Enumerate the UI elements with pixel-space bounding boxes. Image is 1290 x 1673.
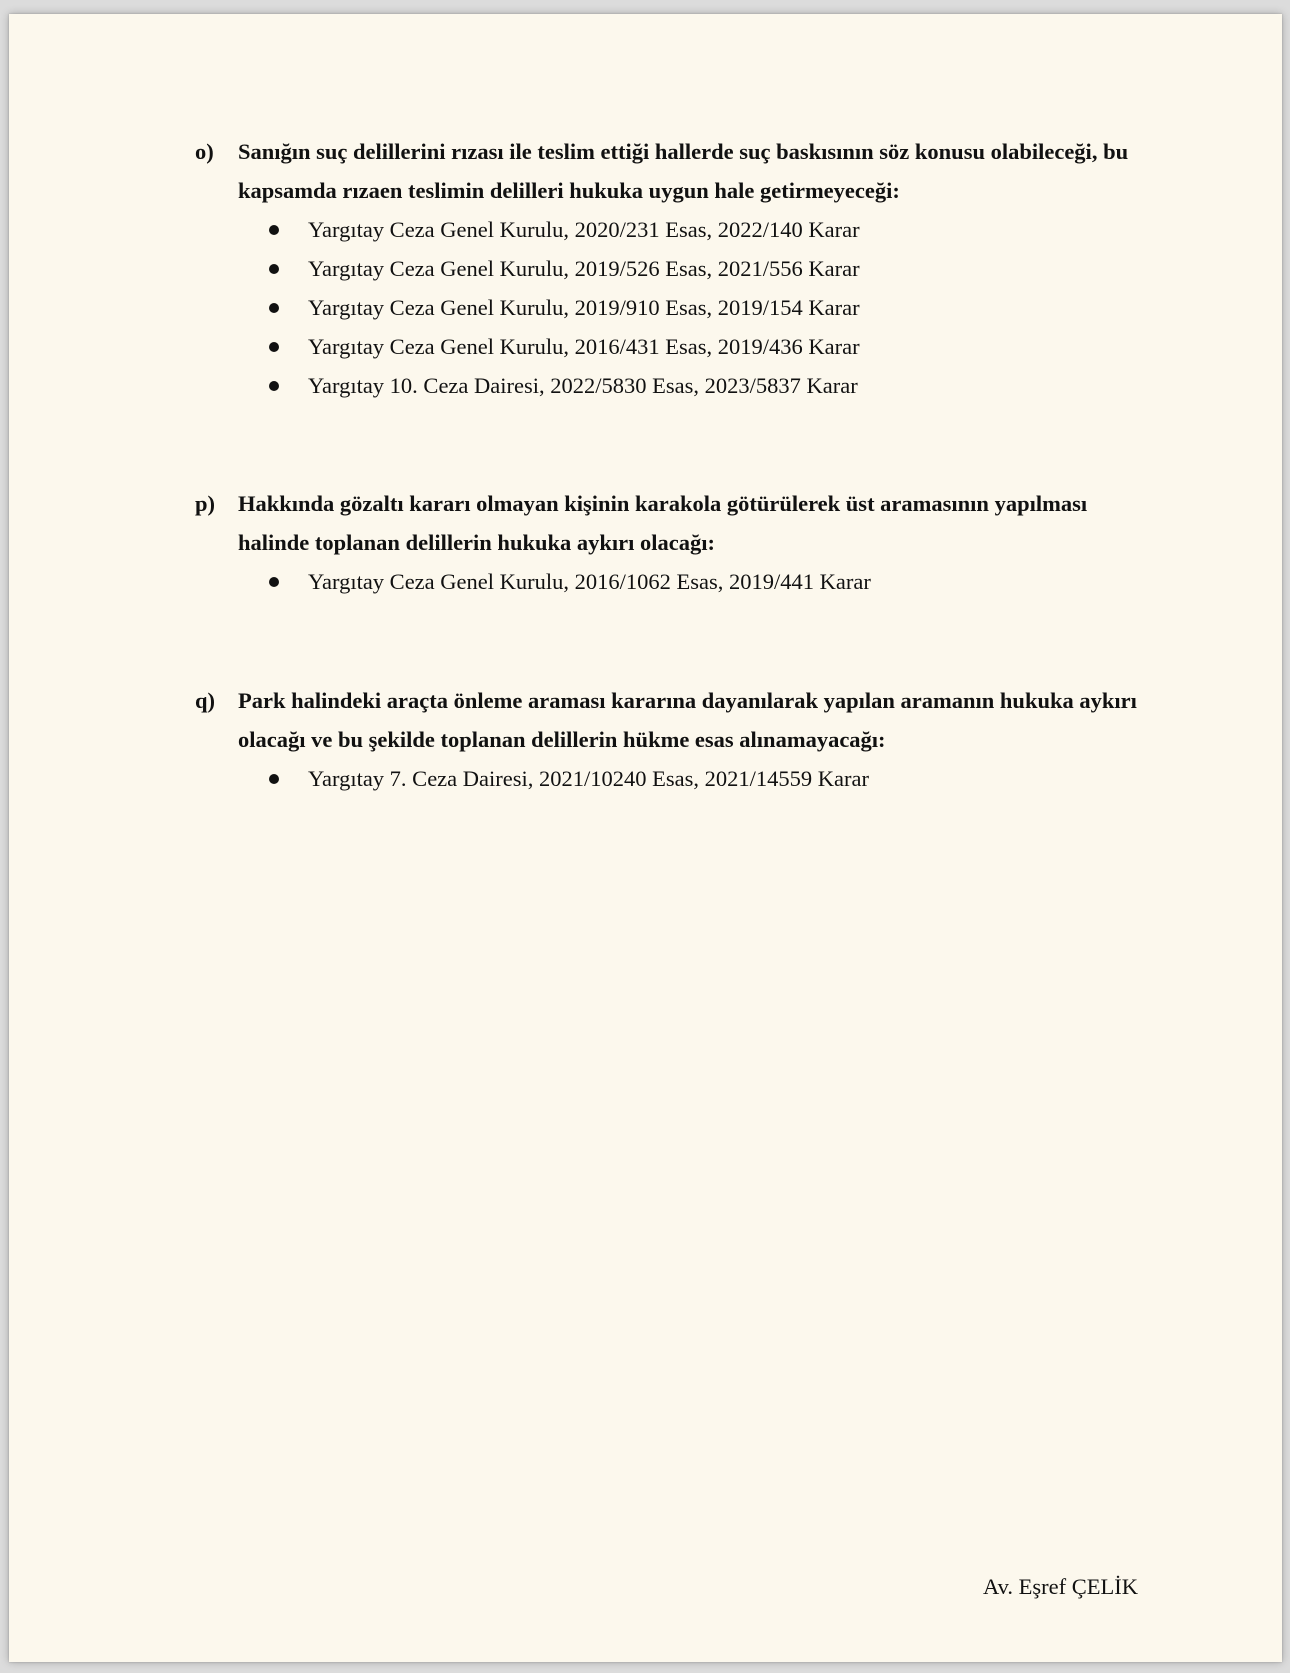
bullet-icon [269,264,279,274]
reference-item [269,249,1155,288]
reference-text: Yargıtay Ceza Genel Kurulu, 2019/910 Esas, 2019/154 Karar [308,295,860,320]
section-q [195,681,1155,798]
section-heading-text: Hakkında gözaltı kararı olmayan kişinin karakola götürülerek üst aramasının yapılması halinde toplanan delillerin hukuka aykırı olacağı: [238,491,1088,555]
bullet-icon [269,225,279,235]
section-p [195,484,1155,601]
reference-item [269,366,1155,405]
reference-item [269,210,1155,249]
bullet-icon [269,577,279,587]
section-heading-text: Park halindeki araçta önleme araması kararına dayanılarak yapılan aramanın hukuka aykırı olacağı ve bu şekilde toplanan delillerin hükme esas alınamayacağı: [238,688,1137,752]
section-letter: p) [195,491,216,516]
section-heading-text: Sanığın suç delillerini rızası ile teslim ettiği hallerde suç baskısının söz konusu olabileceği, bu kapsamda rızaen teslimin delilleri hukuka uygun hale getirmeyeceği: [238,139,1129,203]
reference-item [269,562,1155,601]
reference-list [195,562,1155,601]
section-heading [195,681,1155,759]
reference-item [269,327,1155,366]
reference-text: Yargıtay Ceza Genel Kurulu, 2020/231 Esas, 2022/140 Karar [308,217,860,242]
reference-item [269,288,1155,327]
bullet-icon [269,303,279,313]
document-page [9,14,1282,1662]
section-heading [195,132,1155,210]
reference-item [269,759,1155,798]
reference-list [195,210,1155,405]
section-o [195,132,1155,405]
section-heading [195,484,1155,562]
section-letter: q) [195,688,216,713]
bullet-icon [269,342,279,352]
reference-text: Yargıtay Ceza Genel Kurulu, 2016/431 Esas, 2019/436 Karar [308,334,860,359]
reference-text: Yargıtay Ceza Genel Kurulu, 2016/1062 Esas, 2019/441 Karar [308,569,871,594]
reference-text: Yargıtay 10. Ceza Dairesi, 2022/5830 Esas, 2023/5837 Karar [308,373,858,398]
reference-text: Yargıtay Ceza Genel Kurulu, 2019/526 Esas, 2021/556 Karar [308,256,860,281]
section-letter: o) [195,139,214,164]
bullet-icon [269,774,279,784]
bullet-icon [269,381,279,391]
reference-list [195,759,1155,798]
reference-text: Yargıtay 7. Ceza Dairesi, 2021/10240 Esas, 2021/14559 Karar [308,766,869,791]
signature: Av. Eşref ÇELİK [983,1574,1138,1599]
